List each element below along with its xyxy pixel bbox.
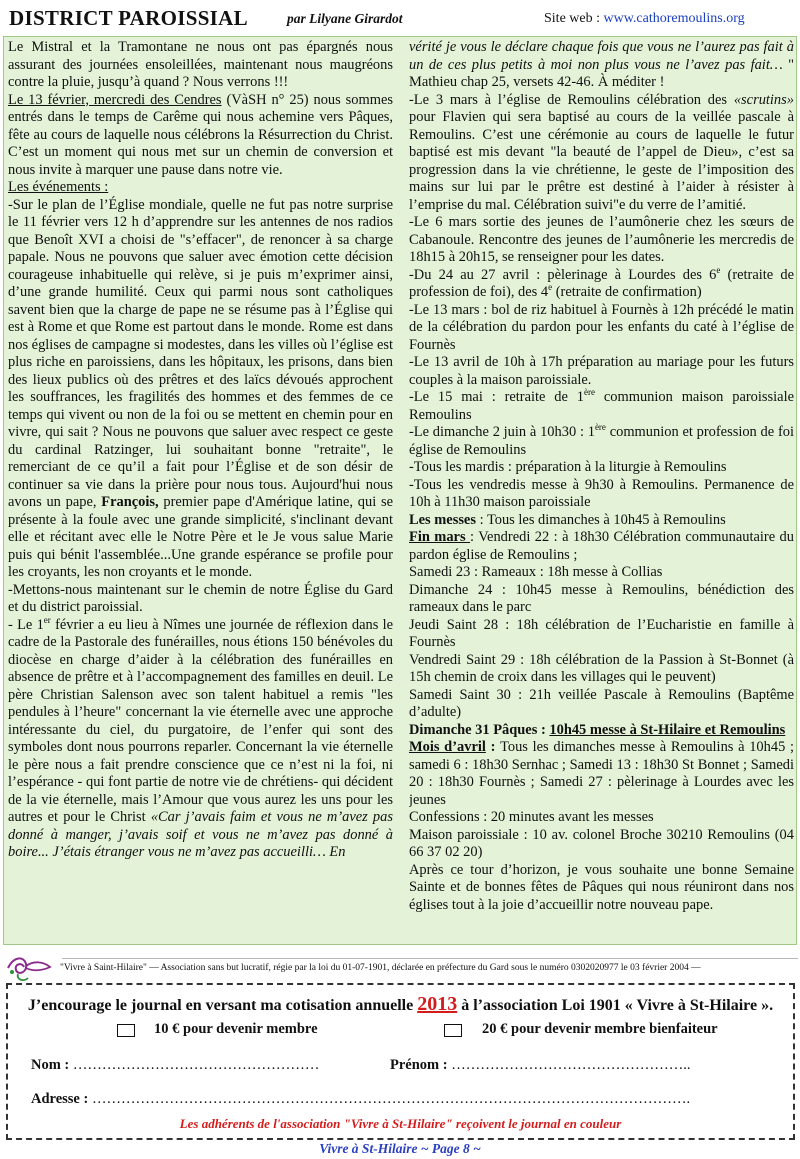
member-checkbox[interactable] [117, 1024, 135, 1037]
adresse-field[interactable]: Adresse : ……………………………………………………………………………………………………………. [31, 1091, 691, 1107]
quote-continuation: vérité je vous le déclare chaque fois que vous ne l’aurez pas fait à un de ces plus petits à moi non plus vous ne l’avez pas fait… " Mathieu chap 25, versets 42-46. À méditer ! [409, 39, 794, 90]
april-line: Mois d’avril : Tous les dimanches messe à Remoulins à 10h45 ; samedi 6 : 18h30 Sernhac ; Samedi 13 : 18h30 St Bonnet ; Samedi 20 : 18h30 Fournès ; Samedi 27 : pèlerinage à Lourdes avec les jeunes [409, 739, 794, 808]
good-friday-line: Vendredi Saint 29 : 18h célébration de la Passion à St-Bonnet (à 15h chemin de croix dans les villages qui le peuvent) [409, 651, 794, 685]
benefactor-checkbox[interactable] [444, 1024, 462, 1037]
communion-retreat-paragraph: -Le 15 mai : retraite de 1ère communion maison paroissiale Remoulins [409, 387, 794, 423]
ash-wednesday-date: Le 13 février, mercredi des Cendres [8, 91, 222, 108]
holy-saturday-line: Samedi Saint 30 : 21h veillée Pascale à Remoulins (Baptême d’adulte) [409, 686, 794, 720]
rice-bowl-paragraph: -Le 13 mars : bol de riz habituel à Fournès à 12h précédé le matin de la célébration du pardon pour les enfants du caté à l’église de Fournès [409, 301, 794, 353]
membership-heading: J’encourage le journal en versant ma cotisation annuelle 2013 à l’association Loi 1901 « Vivre à St-Hilaire ». [27, 993, 774, 1015]
june-communion-paragraph: -Le dimanche 2 juin à 10h30 : 1ère communion et profession de foi église de Remoulins [409, 422, 794, 458]
color-journal-note: Les adhérents de l'association "Vivre à St-Hilaire" reçoivent le journal en couleur [179, 1116, 622, 1131]
author-byline: par Lilyane Girardot [287, 11, 403, 26]
membership-year: 2013 [417, 993, 458, 1015]
pope-name: François, [101, 494, 159, 510]
section-title: DISTRICT PAROISSIAL [9, 6, 248, 30]
tuesdays-line: -Tous les mardis : préparation à la liturgie à Remoulins [409, 459, 727, 475]
cabanoule-paragraph: -Le 6 mars sortie des jeunes de l’aumônerie chez les sœurs de Cabanoule. Rencontre des jeunes de l’aumônerie les mercredis de 18h15 à 20h15, se renseigner pour les dates. [409, 214, 794, 265]
flourish-ornament-icon [4, 950, 54, 984]
saturday-23-line: Samedi 23 : Rameaux : 18h messe à Collias [409, 564, 663, 580]
website-line [544, 11, 745, 27]
sunday-24-line: Dimanche 24 : 10h45 messe à Remoulins, bénédiction des rameaux dans le parc [409, 581, 794, 615]
holy-thursday-line: Jeudi Saint 28 : 18h célébration de l’Eucharistie en famille à Fournès [409, 616, 794, 650]
footer-divider [62, 958, 798, 959]
member-option-label: 10 € pour devenir membre [154, 1021, 318, 1037]
left-column [8, 39, 393, 939]
world-church-paragraph: -Sur le plan de l’Église mondiale, quelle ne fut pas notre surprise le 11 février vers 12 h d’apprendre sur les antennes de nos radios que Benoît XVI a choisi de "s’effacer", de renoncer à sa charge papale. Nous ne pouvons que saluer avec émotion cette décision courageuse inhabituelle qui relève, si je puis m’exprimer ainsi, d’une grande humilité. Ceux qui parmi nous sont catholiques savent bien que la charge de pape ne se résume pas à l’Église qui est à Rome et que Rome est partout dans le monde. Rome est dans nos églises de campagne si modestes, dans les villes où l’église est plus riche en paroissiens, dans les hôpitaux, les prisons, dans bien des lieux publics où des prêtres et des laïcs dévoués approchent les souffrances, les fragilités des hommes et des femmes de ce temps qui vivent ou non de la foi ou se mettent en chemin pour en vivre, qui sait ? Nous ne pouvons que saluer avec respect ce geste du cardinal Ratzinger, lui souhaitant bonne "retraite", le remerciant de ce qu’il a fait pour l’Église et de son désir de continuer sa vie dans la prière pour nous tous. Aujourd'hui nous avons un pape, François, premier pape d'Amérique latine, qui se présente à la foule avec une grande simplicité, s'inclinant devant elle et récitant avec elle le Notre Père et le Je vous salue Marie puis qui bénit l'assemblée...Une grande espérance se profile pour les croyants, les non croyants et le monde. [8, 196, 393, 580]
events-heading: Les événements : [8, 179, 109, 195]
gospel-quote: «Car j’avais faim et vous ne m’avez pas donné à manger, j’avais soif et vous ne m’avez pas donné à boire... J’étais étranger vous ne m’avez pas accueilli… En [8, 809, 393, 860]
nom-field[interactable]: Nom : …………………………………………… [31, 1057, 320, 1073]
page-header [0, 0, 800, 36]
end-march-line: Fin mars : Vendredi 22 : à 18h30 Célébration communautaire du pardon église de Remoulins ; [409, 529, 794, 563]
ash-wednesday-paragraph: Le 13 février, mercredi des Cendres (VàSH n° 25) nous sommes entrés dans le temps de Carême qui nous achemine vers Pâques, fête au cours de laquelle nous célébrons la Résurrection du Christ. C’est un moment qui nous met sur un chemin de conversion et nous invite à marquer une pause dans notre vie. [8, 91, 393, 178]
membership-form [6, 983, 795, 1140]
lourdes-paragraph: -Du 24 au 27 avril : pèlerinage à Lourdes des 6e (retraite de profession de foi), des 4e (retraite de confirmation) [409, 264, 794, 300]
prenom-field[interactable]: Prénom : ………………………………………….. [390, 1057, 691, 1073]
closing-paragraph: Après ce tour d’horizon, je vous souhaite une bonne Semaine Sainte et de bonnes fêtes de Pâques qui nous réuniront dans nos églises tout à la joie d’accueillir notre nouveau pape. [409, 861, 794, 913]
website-link[interactable]: www.cathoremoulins.org [603, 11, 745, 26]
website-label: Site web : [544, 11, 604, 26]
masses-line: Les messes : Tous les dimanches à 10h45 à Remoulins [409, 511, 726, 528]
benefactor-option-label: 20 € pour devenir membre bienfaiteur [482, 1021, 718, 1037]
intro-paragraph: Le Mistral et la Tramontane ne nous ont pas épargnés nous assurant des journées ensoleillées, maintenant nous maugréons contre la pluie, jusqu’à quand ? Nous verrons !!! [8, 39, 393, 90]
wedding-prep-paragraph: -Le 13 avril de 10h à 17h préparation au mariage pour les futurs couples à la maison paroissiale. [409, 354, 794, 388]
nimes-paragraph: - Le 1er février a eu lieu à Nîmes une journée de réflexion dans le cadre de la Pastorale des funérailles, nous étions 150 bénévoles du diocèse en charge d’aider à la célébration des funérailles en absence de prêtre et à l’accompagnement des familles en deuil. Le père Christian Salenson avec son talent habituel a remis "les pendules à l’heure" concernant la vie éternelle avec une approche intéressante du ciel, du purgatoire, de l’enfer qui sont des symboles dont nous pourrons reparler. Concernant la vie éternelle le père nous a fait prendre conscience que ce n’est ni la foi, ni l’espérance - qui font partie de notre vie de chrétiens- qui décident de la vie éternelle, mais l’Amour que vous aurez les uns pour les autres et pour le Christ «Car j’avais faim et vous ne m’avez pas donné à manger, j’avais soif et vous ne m’avez pas donné à boire... J’étais étranger vous ne m’avez pas accueilli… En [8, 614, 393, 860]
right-column [409, 39, 794, 939]
scrutins-paragraph: -Le 3 mars à l’église de Remoulins célébration des «scrutins» pour Flavien qui sera baptisé au cours de la veillée pascale à Remoulins. C’est une cérémonie au cours de laquelle le futur baptisé est mis devant "la beauté de l’appel de Dieu», c’est sa progression dans la vie chrétienne, le geste de l’imposition des mains sur lui par le prêtre est destiné à l’aider à résister à l’emprise du mal. Célébration suivi"e du verre de l’amitié. [409, 91, 794, 213]
association-footnote: "Vivre à Saint-Hilaire" — Association sans but lucratif, régie par la loi du 01-07-1901, déclarée en préfecture du Gard sous le numéro 0302020977 le 03 février 2004 — [60, 963, 701, 973]
fridays-line: -Tous les vendredis messe à 9h30 à Remoulins. Permanence de 10h à 11h30 maison paroissiale [409, 476, 794, 510]
easter-sunday-line: Dimanche 31 Pâques : 10h45 messe à St-Hilaire et Remoulins [409, 721, 786, 738]
gard-paragraph: -Mettons-nous maintenant sur le chemin de notre Église du Gard et du district paroissial. [8, 581, 393, 615]
parish-house-line: Maison paroissiale : 10 av. colonel Broche 30210 Remoulins (04 66 37 02 20) [409, 826, 794, 860]
page-footer: Vivre à St-Hilaire ~ Page 8 ~ [319, 1141, 481, 1156]
confessions-line: Confessions : 20 minutes avant les messes [409, 809, 654, 825]
